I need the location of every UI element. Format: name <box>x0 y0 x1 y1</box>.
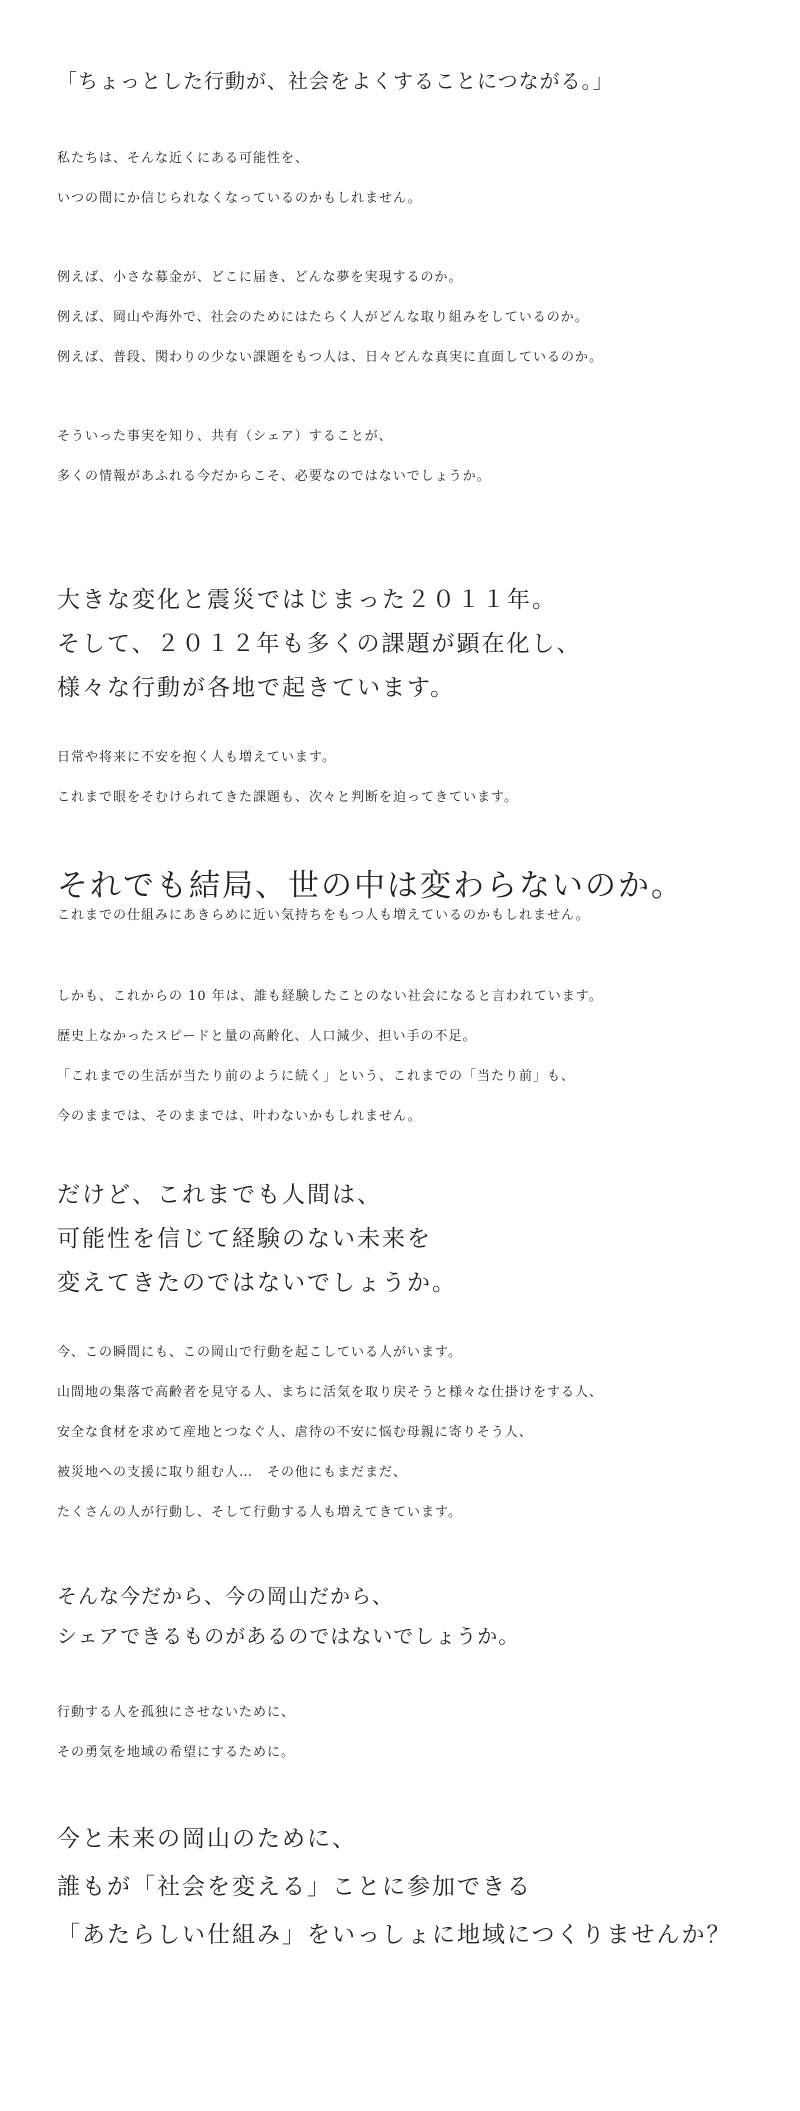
paragraph-line: 例えば、普段、関わりの少ない課題をもつ人は、日々どんな真実に直面しているのか。 <box>57 350 604 365</box>
paragraph-next-decade <box>57 977 780 1137</box>
heading-line: 変えてきたのではないでしょうか。 <box>57 1270 457 1296</box>
paragraph-line: 例えば、小さな募金が、どこに届き、どんな夢を実現するのか。 <box>57 270 463 285</box>
paragraph-share <box>57 417 780 497</box>
heading-line: 「あたらしい仕組み」をいっしょに地域につくりませんか？ <box>57 1922 732 1948</box>
paragraph-examples <box>57 258 780 378</box>
intro-heading <box>57 66 780 96</box>
paragraph-line: 日常や将来に不安を抱く人も増えています。 <box>57 750 336 765</box>
heading-line: だけど、これまでも人間は、 <box>57 1182 382 1208</box>
paragraph-line: 山間地の集落で高齢者を見守る人、まちに活気を取り戻そうと様々な仕掛けをする人、 <box>57 1385 604 1400</box>
heading-world-unchanged <box>57 867 780 905</box>
heading-line: 様々な行動が各地で起きています。 <box>57 675 456 701</box>
paragraph-line: 歴史上なかったスピードと量の高齢化、人口減少、担い手の不足。 <box>57 1029 477 1044</box>
paragraph-line: 今のままでは、そのままでは、叶わないかもしれません。 <box>57 1109 422 1124</box>
paragraph-line: 私たちは、そんな近くにある可能性を、 <box>57 151 310 166</box>
paragraph-line: 例えば、岡山や海外で、社会のためにはたらく人がどんな取り組みをしているのか。 <box>57 310 589 325</box>
paragraph-line: 行動する人を孤独にさせないために、 <box>57 1705 296 1720</box>
paragraph-line: 「これまでの生活が当たり前のように続く」という、これまでの「当たり前」も、 <box>57 1069 576 1084</box>
paragraph-courage <box>57 1693 780 1773</box>
heading-line: 可能性を信じて経験のない未来を <box>57 1226 432 1252</box>
intro-heading-text: 「ちょっとした行動が、社会をよくすることにつながる。」 <box>57 69 614 93</box>
heading-new-system <box>57 1815 780 1959</box>
paragraph-line: そういった事実を知り、共有（シェア）することが、 <box>57 429 393 444</box>
heading-humans-changed <box>57 1173 780 1305</box>
paragraph-line: しかも、これからの 10 年は、誰も経験したことのない社会になると言われています。 <box>57 989 603 1004</box>
paragraph-okayama-actions <box>57 1333 780 1533</box>
heading-world-unchanged-sub <box>57 907 780 924</box>
paragraph-anxiety <box>57 738 780 818</box>
paragraph-line: 安全な食材を求めて産地とつなぐ人、虐待の不安に悩む母親に寄りそう人、 <box>57 1425 533 1440</box>
heading-line: シェアできるものがあるのではないでしょうか。 <box>57 1624 520 1648</box>
heading-share-now <box>57 1576 780 1656</box>
subheading-line: これまでの仕組みにあきらめに近い気持ちをもつ人も増えているのかもしれません。 <box>57 908 590 923</box>
paragraph-line: これまで眼をそむけられてきた課題も、次々と判断を迫ってきています。 <box>57 790 518 805</box>
paragraph-line: 今、この瞬間にも、この岡山で行動を起こしている人がいます。 <box>57 1345 462 1360</box>
paragraph-line: いつの間にか信じられなくなっているのかもしれません。 <box>57 191 422 206</box>
paragraph-line: 被災地への支援に取り組む人… その他にもまだまだ、 <box>57 1465 408 1480</box>
heading-line: 誰もが「社会を変える」ことに参加できる <box>57 1874 532 1900</box>
heading-line: そんな今だから、今の岡山だから、 <box>57 1584 393 1608</box>
heading-line: 大きな変化と震災ではじまった２０１１年。 <box>57 587 557 613</box>
heading-line: 今と未来の岡山のために、 <box>57 1826 357 1852</box>
heading-line: それでも結局、世の中は変わらないのか。 <box>57 868 684 904</box>
heading-2011 <box>57 578 780 710</box>
paragraph-line: 多くの情報があふれる今だからこそ、必要なのではないでしょうか。 <box>57 469 491 484</box>
paragraph-possibility <box>57 139 780 219</box>
paragraph-line: たくさんの人が行動し、そして行動する人も増えてきています。 <box>57 1505 462 1520</box>
heading-line: そして、２０１２年も多くの課題が顕在化し、 <box>57 631 582 657</box>
paragraph-line: その勇気を地域の希望にするために。 <box>57 1745 296 1760</box>
